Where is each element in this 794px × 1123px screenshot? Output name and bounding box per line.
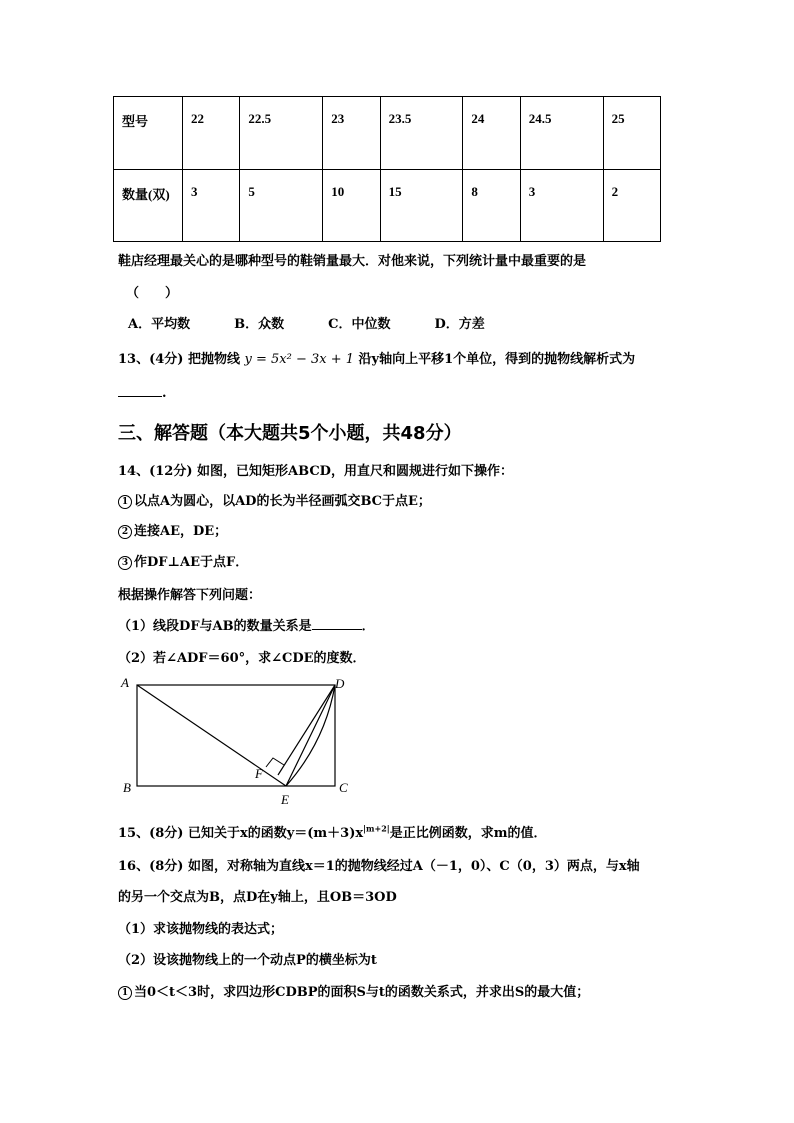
table-cell: 3 bbox=[183, 170, 240, 242]
segment-df bbox=[278, 685, 335, 775]
label-e: E bbox=[281, 792, 289, 807]
option-a: A．平均数 bbox=[128, 317, 191, 332]
table-cell: 3 bbox=[520, 170, 603, 242]
table-cell: 23 bbox=[323, 97, 380, 170]
q16-line2: 的另一个交点为B，点D在y轴上，且OB＝3OD bbox=[118, 890, 397, 905]
table-cell: 2 bbox=[603, 170, 660, 242]
q12-answer-paren: （ ） bbox=[126, 286, 179, 301]
table-cell: 5 bbox=[240, 170, 323, 242]
q14-step3-text: 作DF⊥AE于点F． bbox=[134, 555, 249, 570]
option-b: B．众数 bbox=[234, 317, 285, 332]
label-d: D bbox=[335, 676, 345, 691]
circled-number: 1 bbox=[118, 986, 132, 1000]
q14-sub1 bbox=[118, 615, 375, 634]
circled-number: 1 bbox=[118, 495, 132, 509]
q16-sub1: （1）求该抛物线的表达式； bbox=[118, 922, 284, 937]
shoe-size-table bbox=[113, 96, 661, 242]
q16-sub2: （2）设该抛物线上的一个动点P的横坐标为t bbox=[118, 953, 377, 968]
label-b: B bbox=[123, 780, 131, 795]
q16-line1: 16、(8分) 如图，对称轴为直线x＝1的抛物线经过A（－1，0）、C（0，3）两点，与x轴 bbox=[118, 859, 640, 874]
q13-mid: 沿y轴向上平移1个单位，得到的抛物线解析式为 bbox=[358, 352, 636, 367]
q14-step1 bbox=[118, 490, 431, 509]
q13-blank-line bbox=[118, 384, 167, 401]
table-cell: 型号 bbox=[114, 97, 183, 170]
table-cell: 8 bbox=[463, 170, 520, 242]
section-title: 三、解答题（本大题共5个小题，共48分） bbox=[118, 423, 462, 444]
q14-sub1-text: （1）线段DF与AB的数量关系是 bbox=[118, 619, 312, 634]
table-cell: 10 bbox=[323, 170, 380, 242]
q14-step3 bbox=[118, 551, 248, 570]
label-c: C bbox=[339, 780, 348, 795]
answer-blank bbox=[118, 384, 162, 397]
q13-text bbox=[118, 348, 635, 367]
q15-text bbox=[118, 822, 546, 841]
circled-number: 3 bbox=[118, 556, 132, 570]
table-cell: 24 bbox=[463, 97, 520, 170]
option-c: C．中位数 bbox=[328, 317, 391, 332]
table-cell: 22.5 bbox=[240, 97, 323, 170]
q14-step2 bbox=[118, 520, 227, 539]
table-cell: 25 bbox=[603, 97, 660, 170]
table-cell: 24.5 bbox=[520, 97, 603, 170]
q15-text-b: 是正比例函数，求m的值． bbox=[389, 826, 547, 841]
table-cell: 22 bbox=[183, 97, 240, 170]
label-a: A bbox=[121, 675, 129, 690]
q14-sub2: （2）若∠ADF＝60°，求∠CDE的度数． bbox=[118, 651, 366, 666]
q14-prompt: 根据操作解答下列问题： bbox=[118, 588, 262, 603]
table-row bbox=[114, 170, 661, 242]
q12-stem: 鞋店经理最关心的是哪种型号的鞋销量最大．对他来说，下列统计量中最重要的是 bbox=[118, 254, 587, 269]
table-row bbox=[114, 97, 661, 170]
q12-options bbox=[128, 313, 529, 332]
q14-stem: 14、(12分) 如图，已知矩形ABCD，用直尺和圆规进行如下操作： bbox=[118, 464, 513, 479]
q16-sub2a-text: 当0＜t＜3时，求四边形CDBP的面积S与t的函数关系式，并求出S的最大值； bbox=[134, 985, 590, 1000]
table-cell: 数量(双) bbox=[114, 170, 183, 242]
q14-sub1-end: ． bbox=[361, 619, 375, 634]
label-f: F bbox=[255, 766, 263, 781]
q13-end: . bbox=[162, 386, 167, 401]
q14-step1-text: 以点A为圆心，以AD的长为半径画弧交BC于点E； bbox=[134, 494, 431, 509]
table-cell: 23.5 bbox=[380, 97, 463, 170]
q15-exponent: |m+2| bbox=[363, 823, 390, 834]
segment-de bbox=[286, 685, 335, 786]
table-cell: 15 bbox=[380, 170, 463, 242]
rectangle-diagram bbox=[115, 672, 365, 810]
segment-ae bbox=[137, 685, 286, 786]
q13-formula: y = 5x² − 3x + 1 bbox=[244, 352, 355, 367]
q16-sub2a bbox=[118, 981, 589, 1000]
q14-step2-text: 连接AE，DE； bbox=[134, 524, 228, 539]
q15-text-a: 15、(8分) 已知关于x的函数y＝(m＋3)x bbox=[118, 826, 364, 841]
answer-blank bbox=[312, 617, 362, 630]
option-d: D．方差 bbox=[434, 317, 485, 332]
q13-prefix: 13、(4分) 把抛物线 bbox=[118, 352, 240, 367]
circled-number: 2 bbox=[118, 525, 132, 539]
right-angle-mark bbox=[266, 758, 284, 767]
rectangle-abcd bbox=[137, 685, 335, 786]
